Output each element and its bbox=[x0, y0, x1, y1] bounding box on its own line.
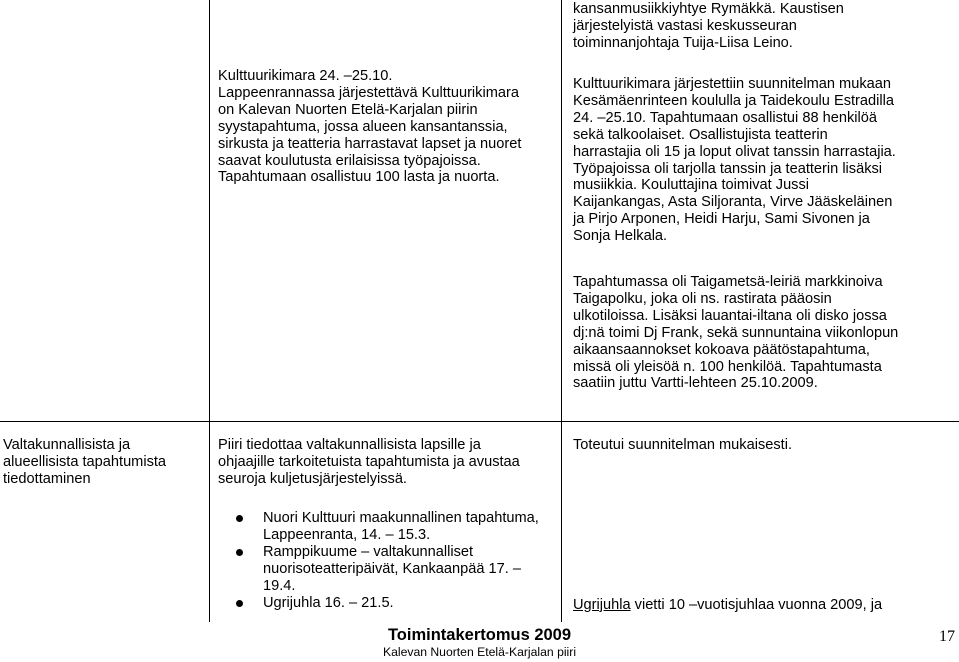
text-line: Piiri tiedottaa valtakunnallisista lapsille ja bbox=[218, 437, 481, 453]
event-bullet-list bbox=[233, 510, 539, 611]
text-line: syystapahtuma, jossa alueen kansantanssia, bbox=[218, 118, 508, 135]
bullet-icon bbox=[236, 549, 243, 556]
taigapolku-text bbox=[573, 274, 898, 392]
text-line: Taigapolku, joka oli ns. rastirata pääosin bbox=[573, 290, 832, 307]
kulttuurikimara-result-text bbox=[573, 76, 896, 245]
text-line: sekä talkoolaiset. Osallistujista teatterin bbox=[573, 126, 828, 143]
text-line: kansanmusiikkiyhtye Rymäkkä. Kaustisen bbox=[573, 1, 844, 17]
row-divider bbox=[0, 421, 959, 422]
text-line: järjestelyistä vastasi keskusseuran bbox=[573, 17, 797, 34]
text-line: Tapahtumassa oli Taigametsä-leiriä markkinoiva bbox=[573, 274, 883, 290]
list-item bbox=[233, 544, 539, 595]
tiedottaminen-plan-text bbox=[218, 437, 520, 488]
text-line: Ugrijuhla 16. – 21.5. bbox=[263, 594, 394, 611]
text-line: sirkusta ja teatteria harrastavat lapset ja nuoret bbox=[218, 135, 522, 152]
text-line: alueellisista tapahtumista bbox=[3, 453, 167, 470]
text-line: Tapahtumaan osallistuu 100 lasta ja nuorta. bbox=[218, 169, 500, 186]
text-line: Ramppikuume – valtakunnalliset bbox=[263, 543, 474, 560]
bullet-icon bbox=[236, 515, 243, 522]
text-line: ja Pirjo Arponen, Heidi Harju, Sami Sivonen ja bbox=[573, 211, 870, 228]
text-line: Valtakunnallisista ja bbox=[3, 437, 131, 453]
text-line: Toteutui suunnitelman mukaisesti. bbox=[573, 437, 793, 453]
ugrijuhla-underlined: Ugrijuhla bbox=[573, 597, 631, 613]
kulttuurikimara-plan-text bbox=[218, 68, 521, 186]
text-line: ulkotiloissa. Lisäksi lauantai-iltana oli disko jossa bbox=[573, 307, 887, 324]
text-line: saavat koulutusta erilaisissa työpajoissa. bbox=[218, 152, 481, 169]
footer-subtitle: Kalevan Nuorten Etelä-Karjalan piiri bbox=[382, 645, 577, 659]
text-line: seuroja kuljetusjärjestelyissä. bbox=[218, 470, 407, 487]
text-line: Työpajoissa oli tarjolla tanssin ja teatterin lisäksi bbox=[573, 160, 883, 177]
text-line: toiminnanjohtaja Tuija-Liisa Leino. bbox=[573, 34, 793, 51]
bullet-icon bbox=[236, 600, 243, 607]
text-line: Kesämäenrinteen koululla ja Taidekoulu Estradilla bbox=[573, 92, 894, 109]
text-line: harrastajia oli 15 ja loput olivat tanssin harrastajia. bbox=[573, 143, 896, 160]
list-item bbox=[233, 595, 539, 612]
text-line: missä oli yleisöä n. 100 henkilöä. Tapahtumasta bbox=[573, 358, 882, 375]
text-line: nuorisoteatteripäivät, Kankaanpää 17. – bbox=[263, 560, 522, 577]
text-line: vietti 10 –vuotisjuhlaa vuonna 2009, ja bbox=[630, 597, 883, 613]
text-line: Kaijankangas, Asta Siljoranta, Virve Jääskeläinen bbox=[573, 194, 893, 211]
column-divider-right bbox=[561, 0, 562, 622]
text-line: Kulttuurikimara 24. –25.10. bbox=[218, 68, 393, 84]
footer-title: Toimintakertomus 2009 bbox=[387, 626, 572, 644]
text-line: Lappeenrannassa järjestettävä Kulttuurikimara bbox=[218, 84, 519, 101]
column-divider-left bbox=[209, 0, 210, 622]
text-line: Lappeenranta, 14. – 15.3. bbox=[263, 526, 431, 543]
text-line: tiedottaminen bbox=[3, 470, 91, 487]
text-line: saatiin juttu Vartti-lehteen 25.10.2009. bbox=[573, 375, 818, 392]
page-number: 17 bbox=[939, 628, 955, 645]
text-line: aikaansaannokset kokoava päätöstapahtuma, bbox=[573, 341, 870, 358]
ugrijuhla-text bbox=[573, 597, 882, 614]
text-line: musiikkia. Kouluttajina toimivat Jussi bbox=[573, 177, 810, 194]
tiedottaminen-result-text bbox=[573, 437, 792, 454]
row-heading-tiedottaminen bbox=[3, 437, 166, 488]
text-line: dj:nä toimi Dj Frank, sekä sunnuntaina viikonlopun bbox=[573, 324, 899, 341]
text-line: Nuori Kulttuuri maakunnallinen tapahtuma, bbox=[263, 510, 539, 526]
text-line: ohjaajille tarkoitetuista tapahtumista ja avustaa bbox=[218, 453, 520, 470]
text-line: Kulttuurikimara järjestettiin suunnitelman mukaan bbox=[573, 76, 891, 92]
text-line: on Kalevan Nuorten Etelä-Karjalan piirin bbox=[218, 101, 478, 118]
list-item bbox=[233, 510, 539, 544]
text-line: 24. –25.10. Tapahtumaan osallistui 88 henkilöä bbox=[573, 109, 877, 126]
text-line: Sonja Helkala. bbox=[573, 228, 668, 245]
kaustinen-continuation-text bbox=[573, 1, 844, 52]
text-line: 19.4. bbox=[263, 577, 296, 594]
